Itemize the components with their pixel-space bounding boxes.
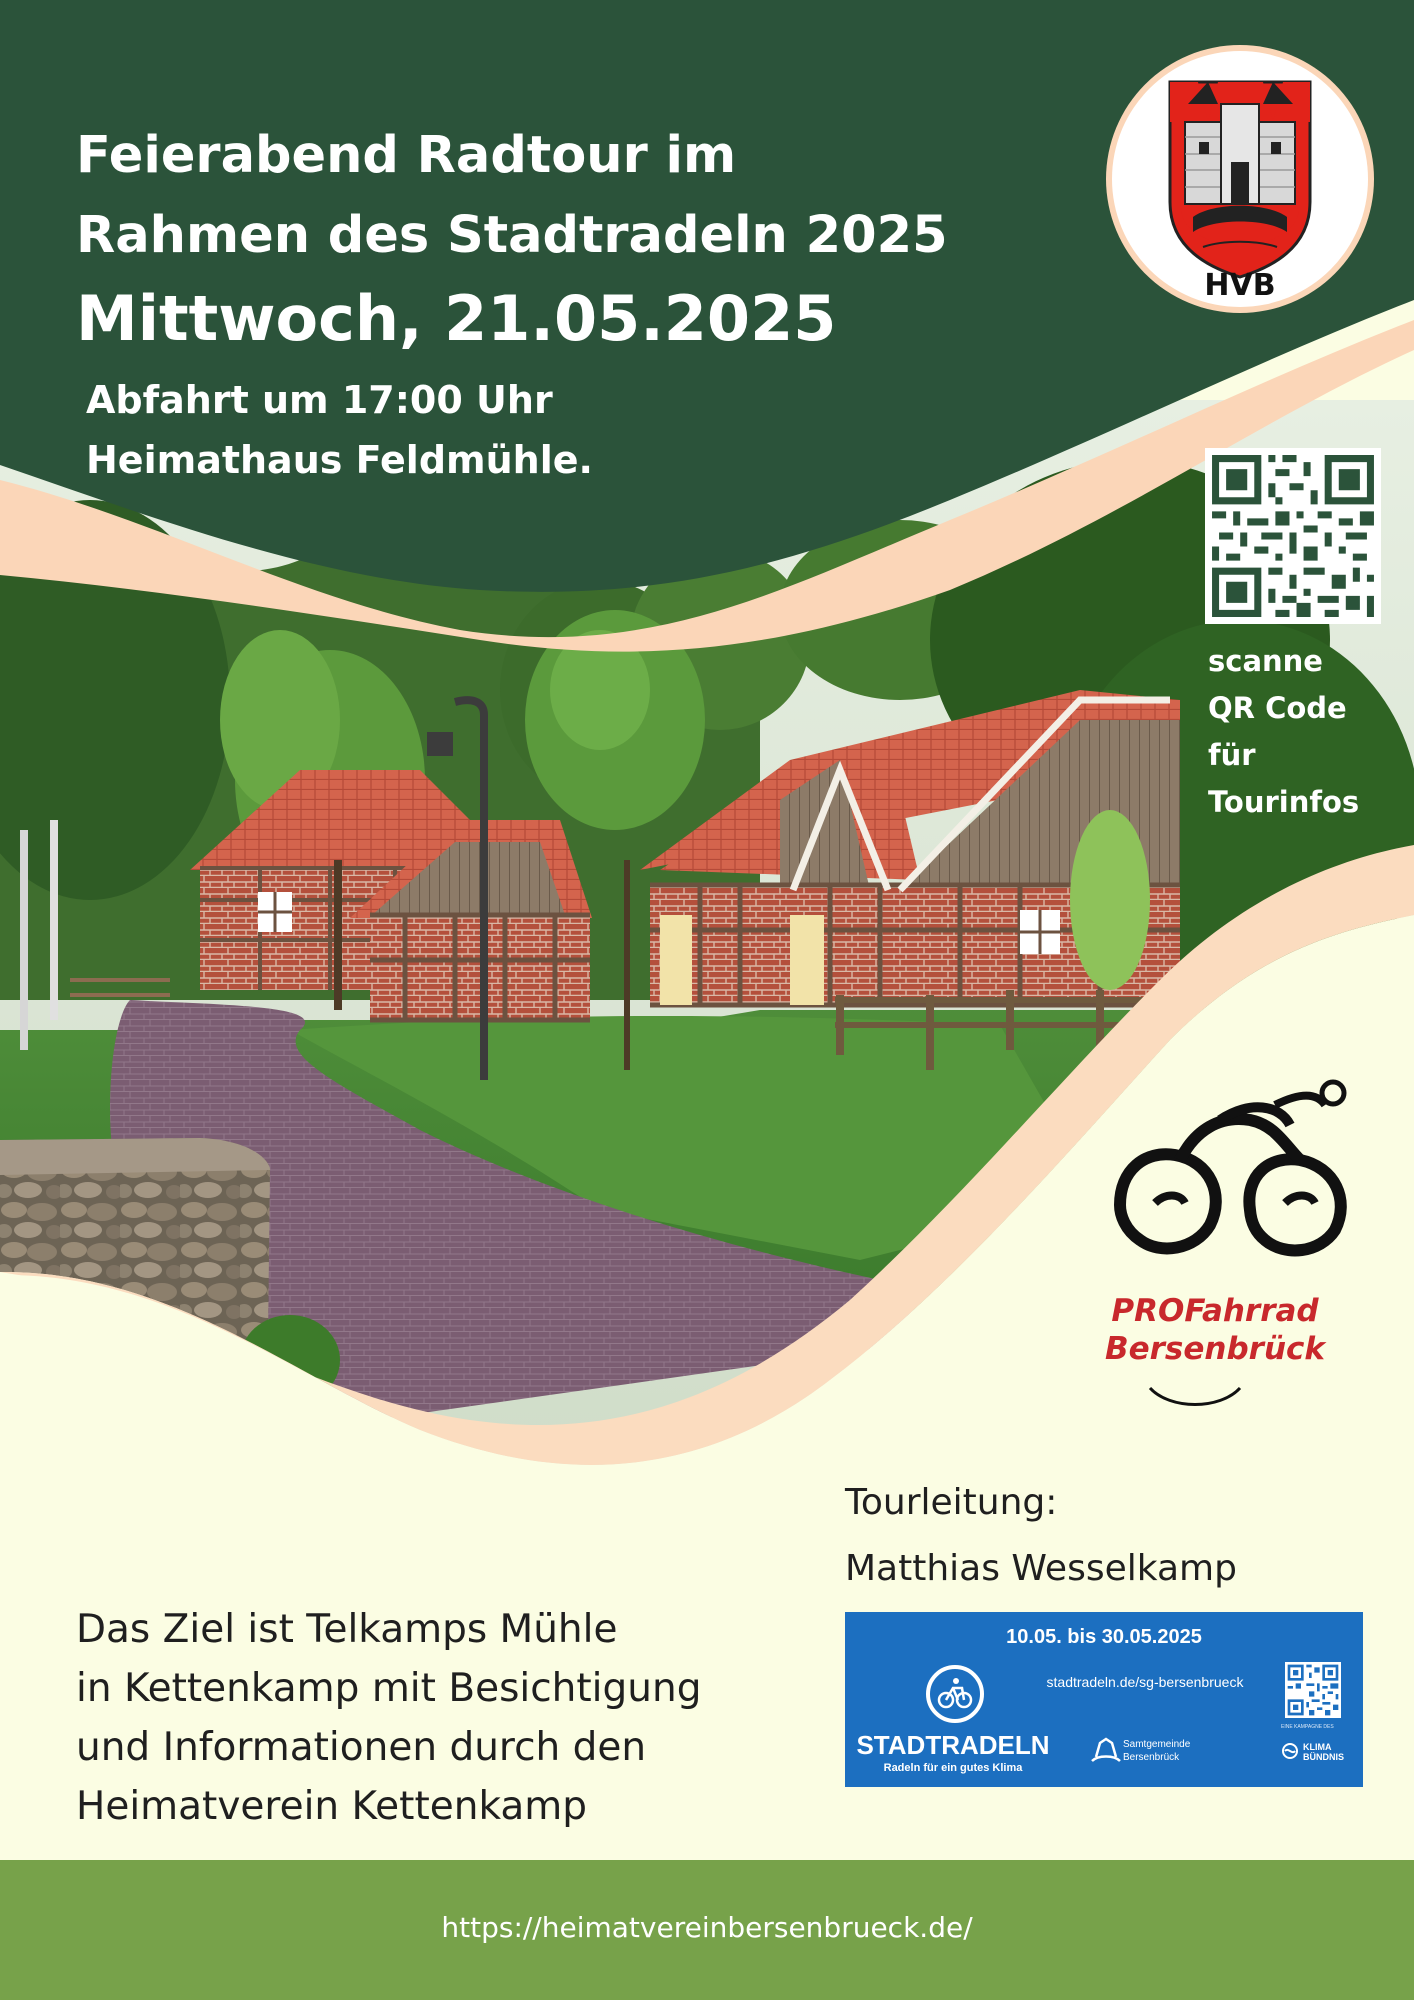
samtgemeinde-line-2: Bersenbrück: [1123, 1752, 1180, 1763]
departure-info: [86, 370, 593, 490]
profahrrad-line-2: Bersenbrück: [1104, 1331, 1326, 1367]
event-title-line-1: Feierabend Radtour im: [76, 126, 737, 185]
samtgemeinde-label: [1123, 1738, 1243, 1764]
profahrrad-logo-text: [1090, 1292, 1340, 1368]
klimabuendnis-line-2: BÜNDNIS: [1303, 1752, 1345, 1762]
bicycle-icon: [925, 1664, 985, 1724]
departure-time: Abfahrt um 17:00 Uhr: [86, 378, 553, 422]
profahrrad-line-1: PROFahrrad: [1111, 1293, 1319, 1329]
goal-line-4: Heimatverein Kettenkamp: [76, 1784, 587, 1829]
stadtradeln-brand: STADTRADELN: [856, 1730, 1050, 1760]
tour-leader: [845, 1470, 1237, 1602]
qr-caption-line-4: Tourinfos: [1208, 785, 1360, 819]
tour-goal-description: [76, 1600, 701, 1836]
event-date: Mittwoch, 21.05.2025: [76, 282, 837, 355]
klimabuendnis-prefix: EINE KAMPAGNE DES: [1281, 1724, 1334, 1730]
tour-leader-name: Matthias Wesselkamp: [845, 1548, 1237, 1589]
goal-line-1: Das Ziel ist Telkamps Mühle: [76, 1607, 618, 1652]
qr-caption: [1208, 638, 1359, 826]
tour-leader-label: Tourleitung:: [845, 1482, 1058, 1523]
footer-website-link[interactable]: https://heimatvereinbersenbrueck.de/: [441, 1911, 973, 1944]
goal-line-2: in Kettenkamp mit Besichtigung: [76, 1666, 702, 1711]
qr-caption-line-1: scanne: [1208, 644, 1323, 678]
smile-icon: [1145, 1380, 1245, 1410]
samtgemeinde-line-1: Samtgemeinde: [1123, 1739, 1191, 1750]
goal-line-3: und Informationen durch den: [76, 1725, 647, 1770]
klimabuendnis-line-1: KLIMA: [1303, 1742, 1332, 1752]
samtgemeinde-icon: [1090, 1737, 1122, 1765]
qr-caption-line-2: QR Code: [1208, 691, 1347, 725]
qr-code[interactable]: [1205, 448, 1381, 624]
klimabuendnis-label: [1281, 1742, 1361, 1762]
banner-dates: 10.05. bis 30.05.2025: [1006, 1626, 1202, 1648]
cyclist-icon: [1100, 1075, 1360, 1300]
departure-place: Heimathaus Feldmühle.: [86, 438, 593, 482]
stadtradeln-banner: [845, 1612, 1363, 1787]
banner-url[interactable]: stadtradeln.de/sg-bersenbrueck: [1046, 1674, 1244, 1690]
qr-caption-line-3: für: [1208, 738, 1256, 772]
event-title-line-2: Rahmen des Stadtradeln 2025: [76, 206, 948, 265]
crest-label: HVB: [1204, 268, 1276, 303]
banner-qr-code[interactable]: [1285, 1662, 1341, 1718]
event-title: [76, 116, 948, 276]
stadtradeln-slogan: Radeln für ein gutes Klima: [883, 1762, 1023, 1774]
